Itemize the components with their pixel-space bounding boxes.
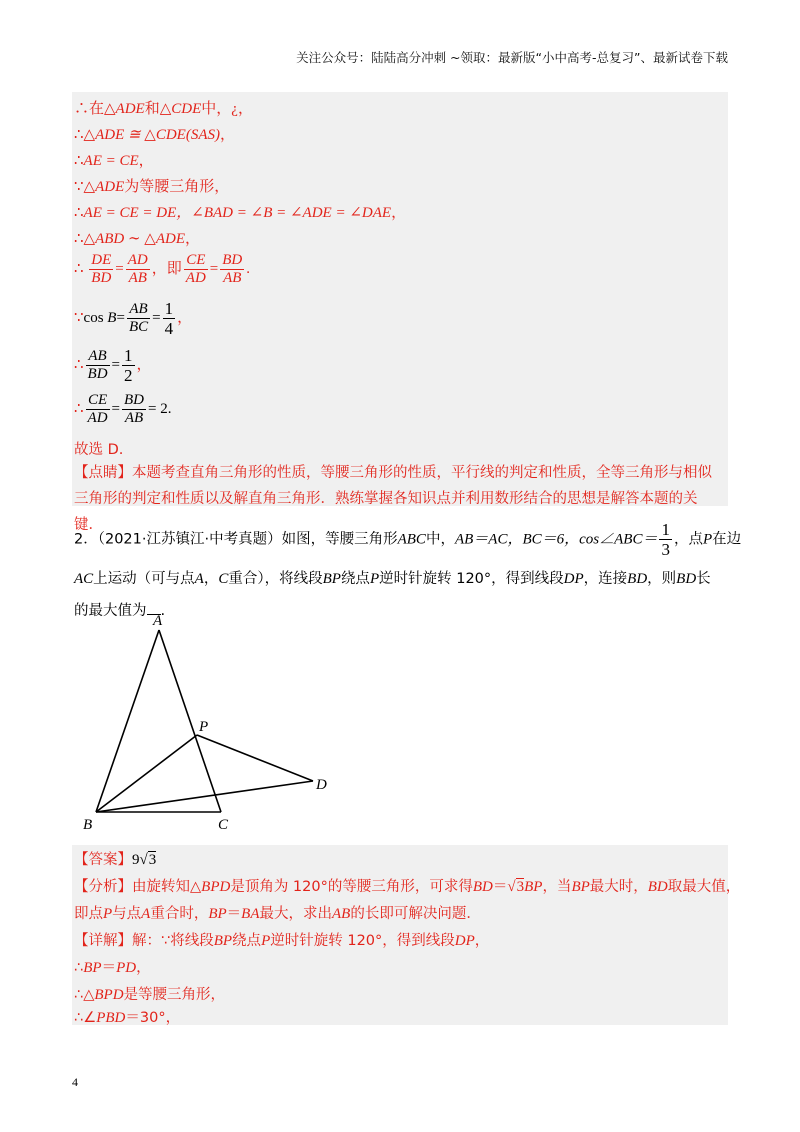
detail-line-2: ∴BP＝PD， xyxy=(74,960,151,976)
answer-line: 【答案】9√3 xyxy=(74,852,157,868)
note-label: 【点睛】 xyxy=(74,465,132,481)
solution-line-6: ∴△ABD ∼ △ADE， xyxy=(74,231,201,247)
solution-line-1: ∴在△ADE和△CDE中，¿， xyxy=(74,101,253,117)
solution-line-3: ∴AE = CE， xyxy=(74,153,154,169)
solution-line-8: ∵cos B= $\frac{AB}{BC}$ = $\frac{1}{4}$ ， xyxy=(74,299,193,338)
triangle-figure xyxy=(75,605,345,835)
label-a: A xyxy=(153,613,163,629)
solution-choice: 故选 D. xyxy=(74,442,124,458)
detail-line-1: 【详解】解：∵将线段BP绕点P逆时针旋转 120°，得到线段DP， xyxy=(74,933,490,949)
question-2: 2．（2021·江苏镇江·中考真题）如图，等腰三角形ABC中，AB＝AC，BC＝6，cos∠ABC＝ $\frac{1}{3}$ ，点P在边 AC上运动（可与点A，C重合），将线段BP绕点P逆时针旋转 120°，得到线段DP，连接BD，则BD长 的最大值为 . xyxy=(74,520,742,619)
label-p: P xyxy=(199,719,209,735)
solution-line-5: ∴AE = CE = DE，∠BAD = ∠B = ∠ADE = ∠DAE， xyxy=(74,205,407,221)
solution-line-9: ∴ $\frac{AB}{BD}$ = $\frac{1}{2}$ ， xyxy=(74,346,152,385)
detail-line-3: ∴△BPD是等腰三角形， xyxy=(74,987,226,1003)
note-text: 本题考查直角三角形的性质，等腰三角形的性质，平行线的判定和性质，全等三角形与相似三角形的判定和性质以及解直角三角形．熟练掌握各知识点并利用数形结合的思想是解答本题的关键． xyxy=(74,465,712,533)
solution-line-2: ∴△ADE ≅ △CDE(SAS)， xyxy=(74,127,236,143)
solution-line-4: ∵△ADE为等腰三角形， xyxy=(74,179,230,195)
label-c: C xyxy=(218,817,229,833)
solution-line-7: ∴ $\frac{DE}{BD}$ = $\frac{AD}{AB}$ ，即 $\frac{CE}{AD}$ = $\frac{BD}{AB}$ . xyxy=(74,252,250,286)
analysis-line-1: 【分析】由旋转知△BPD是顶角为 120°的等腰三角形，可求得BD＝√3BP，当BP最大时，BD取最大值， xyxy=(74,879,741,895)
detail-line-4: ∴∠PBD＝30°， xyxy=(74,1010,181,1026)
label-d: D xyxy=(316,777,327,793)
solution-line-10: ∴ $\frac{CE}{AD}$ = $\frac{BD}{AB}$ = 2. xyxy=(74,392,172,426)
label-b: B xyxy=(83,817,93,833)
segment-ab xyxy=(96,630,159,812)
segment-bd xyxy=(96,781,313,812)
page-header: 关注公众号：陆陆高分冲刺 ~领取：最新版“小中高考-总复习”、最新试卷下载 xyxy=(296,50,728,65)
analysis-line-2: 即点P与点A重合时，BP＝BA最大，求出AB的长即可解决问题． xyxy=(74,906,481,922)
page-number: 4 xyxy=(72,1075,78,1089)
segment-ac xyxy=(159,630,221,812)
segment-pd xyxy=(197,735,313,781)
